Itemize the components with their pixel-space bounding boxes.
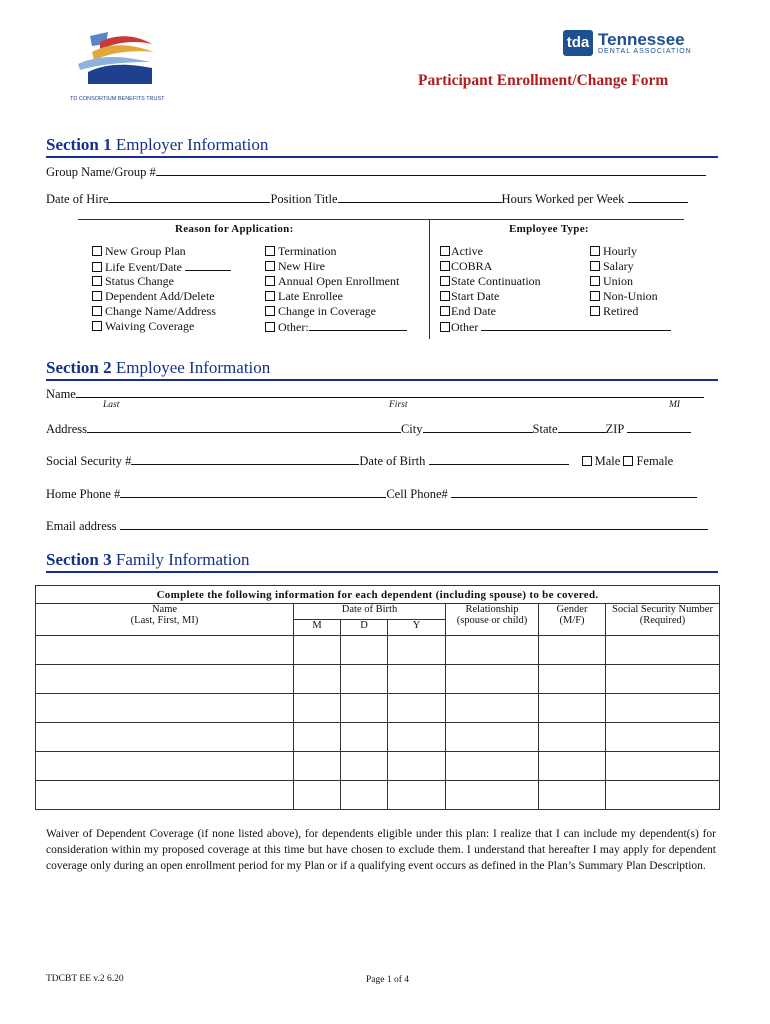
reason-col2 (265, 244, 407, 334)
type-option[interactable]: Hourly (590, 244, 658, 259)
waiver-text: Waiver of Dependent Coverage (if none listed above), for dependents eligible under this plan: I realize that I can include my dependent(s) for consideration within my proposed coverage at this time but have chosen to exclude them. I understand that hereafter I may apply for dependent coverage only during an open enrollment period for my Plan or if a qualifying event occurs as defined in the Plan’s Summary Plan Description. (46, 828, 716, 872)
reason-option[interactable]: Other: (265, 319, 407, 334)
ssn-dob-row (46, 453, 673, 469)
checkbox-icon[interactable] (440, 306, 450, 316)
email-row (46, 518, 708, 534)
checkbox-icon[interactable] (440, 246, 450, 256)
city-label: City (400, 422, 423, 436)
name-row (46, 386, 704, 402)
consortium-logo-graphic (70, 28, 170, 90)
other-type-field[interactable] (481, 319, 671, 331)
reason-option[interactable]: Waiving Coverage (92, 319, 231, 334)
tda-subtitle: DENTAL ASSOCIATION (598, 47, 692, 55)
life-event-date-field[interactable] (185, 259, 231, 271)
checkbox-icon[interactable] (440, 276, 450, 286)
date-of-hire-field[interactable] (108, 191, 270, 203)
col-gender-header: Gender (M/F) (539, 604, 606, 636)
section1-number: Section 1 (46, 135, 112, 154)
col-year-header: Y (388, 620, 446, 636)
checkbox-icon[interactable] (92, 321, 102, 331)
table-row (36, 723, 720, 752)
type-option[interactable]: Salary (590, 259, 658, 274)
section3-title: Family Information (115, 550, 250, 569)
checkbox-icon[interactable] (92, 276, 102, 286)
table-row (36, 752, 720, 781)
checkbox-icon[interactable] (265, 276, 275, 286)
family-table (35, 585, 720, 810)
name-label: Name (46, 387, 76, 401)
male-label: Male (594, 454, 621, 468)
family-table-header: Complete the following information for each dependent (including spouse) to be covered. (36, 586, 720, 604)
version-label: TDCBT EE v.2 6.20 (46, 974, 124, 984)
checkbox-icon[interactable] (590, 276, 600, 286)
table-row (36, 636, 720, 665)
checkbox-icon[interactable] (92, 262, 102, 272)
section1-title: Employer Information (115, 135, 269, 154)
name-field[interactable] (76, 386, 704, 398)
type-option[interactable]: State Continuation (440, 274, 671, 289)
application-box (78, 219, 684, 339)
type-option[interactable]: Union (590, 274, 658, 289)
hire-row (46, 191, 688, 207)
reason-header: Reason for Application: (175, 223, 294, 235)
consortium-caption: TD CONSORTIUM BENEFITS TRUST (70, 96, 165, 102)
zip-field[interactable] (627, 421, 691, 433)
address-field[interactable] (87, 421, 401, 433)
reason-option[interactable]: Annual Open Enrollment (265, 274, 407, 289)
mi-sublabel: MI (669, 400, 681, 410)
section2-heading (46, 358, 270, 378)
position-title-label: Position Title (270, 192, 338, 206)
hours-worked-label: Hours Worked per Week (501, 192, 625, 206)
table-row (36, 781, 720, 810)
section1-heading (46, 135, 268, 155)
female-checkbox-icon[interactable] (623, 456, 633, 466)
reason-option[interactable]: Dependent Add/Delete (92, 289, 231, 304)
reason-option[interactable]: Life Event/Date (92, 259, 231, 274)
address-row (46, 421, 691, 437)
col-dob-header: Date of Birth (294, 604, 446, 620)
col-month-header: M (294, 620, 341, 636)
checkbox-icon[interactable] (590, 291, 600, 301)
consortium-logo (70, 28, 170, 102)
home-phone-field[interactable] (120, 486, 386, 498)
employee-type-header: Employee Type: (509, 223, 589, 235)
section2-number: Section 2 (46, 358, 112, 377)
checkbox-icon[interactable] (265, 322, 275, 332)
type-col2 (590, 244, 658, 319)
checkbox-icon[interactable] (92, 306, 102, 316)
section3-number: Section 3 (46, 550, 112, 569)
email-label: Email address (46, 519, 117, 533)
col-ssn-header: Social Security Number (Required) (606, 604, 720, 636)
first-sublabel: First (389, 400, 408, 410)
checkbox-icon[interactable] (440, 261, 450, 271)
cell-phone-label: Cell Phone# (386, 487, 448, 501)
section2-title: Employee Information (115, 358, 271, 377)
reason-option[interactable]: New Hire (265, 259, 407, 274)
type-option[interactable]: Active (440, 244, 671, 259)
ssn-field[interactable] (131, 453, 359, 465)
dob-label: Date of Birth (359, 454, 426, 468)
checkbox-icon[interactable] (92, 246, 102, 256)
group-name-field[interactable] (156, 164, 706, 176)
tda-badge: tda (563, 30, 593, 56)
reason-col1 (92, 244, 231, 334)
reason-option[interactable]: New Group Plan (92, 244, 231, 259)
male-checkbox-icon[interactable] (582, 456, 592, 466)
hours-worked-field[interactable] (628, 191, 688, 203)
checkbox-icon[interactable] (92, 291, 102, 301)
checkbox-icon[interactable] (590, 306, 600, 316)
ssn-label: Social Security # (46, 454, 132, 468)
dob-field[interactable] (429, 453, 569, 465)
checkbox-icon[interactable] (590, 246, 600, 256)
type-option[interactable]: Other (440, 319, 671, 334)
reason-option[interactable]: Termination (265, 244, 407, 259)
type-option[interactable]: End Date (440, 304, 671, 319)
city-field[interactable] (423, 421, 533, 433)
type-option[interactable]: Non-Union (590, 289, 658, 304)
col-day-header: D (341, 620, 388, 636)
position-title-field[interactable] (338, 191, 502, 203)
group-name-label: Group Name/Group # (46, 165, 156, 179)
state-label: State (532, 422, 558, 436)
checkbox-icon[interactable] (440, 322, 450, 332)
type-option[interactable]: COBRA (440, 259, 671, 274)
tda-title: Tennessee (598, 29, 685, 49)
female-label: Female (636, 454, 674, 468)
section3-heading (46, 550, 250, 570)
type-option[interactable]: Retired (590, 304, 658, 319)
checkbox-icon[interactable] (265, 261, 275, 271)
state-field[interactable] (558, 421, 606, 433)
cell-phone-field[interactable] (451, 486, 697, 498)
tda-logo (563, 28, 692, 58)
address-label: Address (46, 422, 87, 436)
email-field[interactable] (120, 518, 708, 530)
col-relationship-header: Relationship (spouse or child) (446, 604, 539, 636)
other-reason-field[interactable] (309, 319, 407, 331)
date-of-hire-label: Date of Hire (46, 192, 109, 206)
reason-option[interactable]: Change in Coverage (265, 304, 407, 319)
col-name-header: Name (Last, First, MI) (36, 604, 294, 636)
table-row (36, 665, 720, 694)
reason-option[interactable]: Late Enrollee (265, 289, 407, 304)
form-title: Participant Enrollment/Change Form (418, 72, 669, 89)
checkbox-icon[interactable] (265, 306, 275, 316)
group-name-row (46, 164, 718, 180)
home-phone-label: Home Phone # (46, 487, 121, 501)
checkbox-icon[interactable] (265, 291, 275, 301)
reason-option[interactable]: Change Name/Address (92, 304, 231, 319)
zip-label: ZIP (605, 422, 624, 436)
page-number: Page 1 of 4 (366, 975, 410, 985)
checkbox-icon[interactable] (265, 246, 275, 256)
type-option[interactable]: Start Date (440, 289, 671, 304)
phone-row (46, 486, 697, 502)
table-row (36, 694, 720, 723)
last-sublabel: Last (103, 400, 120, 410)
checkbox-icon[interactable] (590, 261, 600, 271)
reason-option[interactable]: Status Change (92, 274, 231, 289)
checkbox-icon[interactable] (440, 291, 450, 301)
